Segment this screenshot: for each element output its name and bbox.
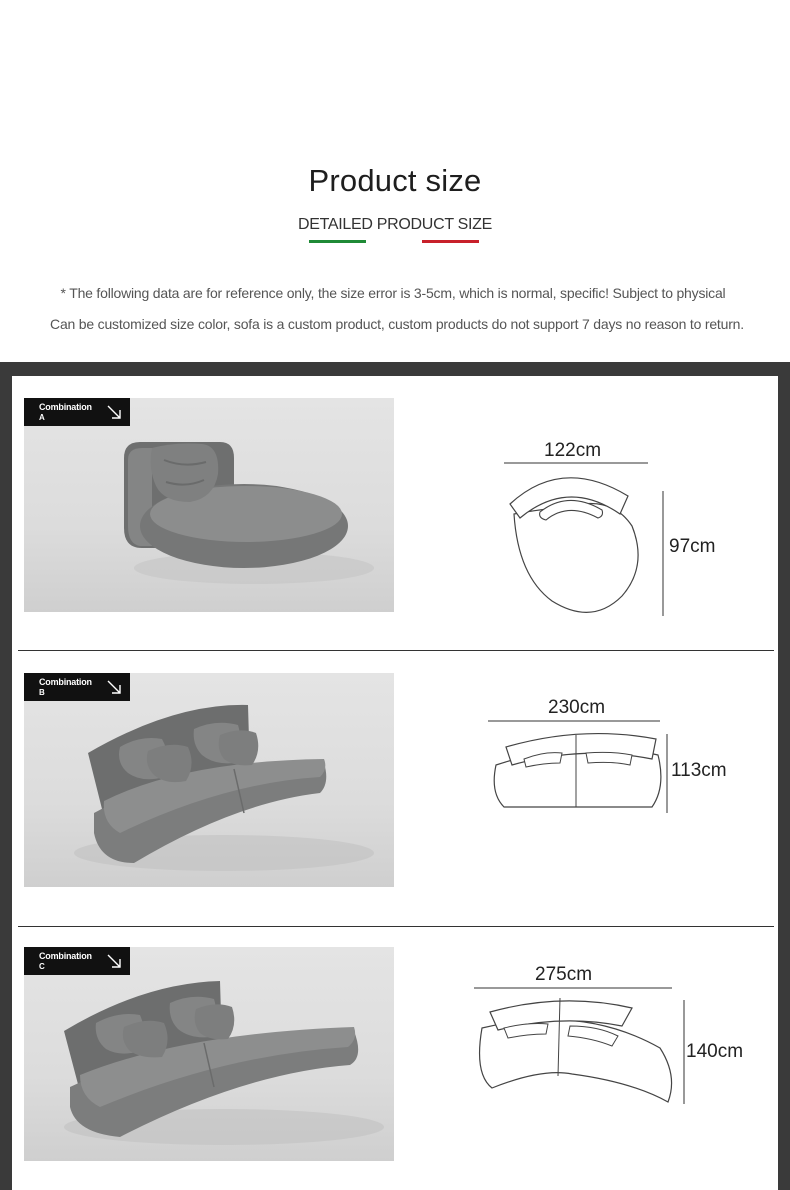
sofa-b-outline bbox=[452, 697, 772, 937]
combination-letter: A bbox=[39, 413, 45, 422]
combination-letter: C bbox=[39, 962, 45, 971]
sofa-c-image bbox=[24, 947, 394, 1161]
combination-label: Combination bbox=[39, 402, 92, 412]
arrow-down-right-icon bbox=[106, 679, 122, 695]
width-dimension-a: 122cm bbox=[544, 440, 602, 461]
sofa-a-outline bbox=[452, 426, 772, 666]
disclaimer-line-2: Can be customized size color, sofa is a custom product, custom products do not support 7 days no reason to return. bbox=[50, 316, 744, 332]
depth-dimension-b: 113cm bbox=[671, 760, 727, 781]
sofa-b-image bbox=[24, 673, 394, 887]
combination-letter: B bbox=[39, 688, 45, 697]
width-dimension-b: 230cm bbox=[548, 697, 606, 718]
combination-label: Combination bbox=[39, 951, 92, 961]
arrow-down-right-icon bbox=[106, 404, 122, 420]
dimension-diagram-b bbox=[452, 697, 772, 937]
green-accent-bar bbox=[309, 240, 366, 243]
width-dimension-c: 275cm bbox=[535, 964, 593, 985]
sofa-photo-a bbox=[24, 398, 394, 612]
combination-label: Combination bbox=[39, 677, 92, 687]
combination-tag-b bbox=[24, 673, 130, 701]
depth-dimension-a: 97cm bbox=[669, 536, 716, 557]
sofa-photo-b bbox=[24, 673, 394, 887]
sofa-a-image bbox=[24, 398, 394, 612]
product-frame bbox=[0, 362, 790, 1190]
combination-row-c bbox=[12, 928, 778, 1188]
page-title: Product size bbox=[308, 163, 482, 198]
page-subtitle: DETAILED PRODUCT SIZE bbox=[297, 216, 493, 233]
sofa-photo-c bbox=[24, 947, 394, 1161]
combination-row-b bbox=[12, 652, 778, 912]
combination-tag-c bbox=[24, 947, 130, 975]
arrow-down-right-icon bbox=[106, 953, 122, 969]
dimension-diagram-c bbox=[452, 964, 772, 1190]
dimension-diagram-a bbox=[452, 426, 772, 666]
combination-tag-a bbox=[24, 398, 130, 426]
row-divider bbox=[18, 926, 774, 927]
row-divider bbox=[18, 650, 774, 651]
sofa-c-outline bbox=[452, 964, 772, 1190]
product-panel bbox=[12, 376, 778, 1190]
header-section bbox=[0, 0, 790, 362]
disclaimer-line-1: * The following data are for reference only, the size error is 3-5cm, which is normal, specific! Subject to physical bbox=[60, 285, 726, 301]
red-accent-bar bbox=[422, 240, 479, 243]
depth-dimension-c: 140cm bbox=[686, 1041, 744, 1062]
combination-row-a bbox=[12, 376, 778, 636]
